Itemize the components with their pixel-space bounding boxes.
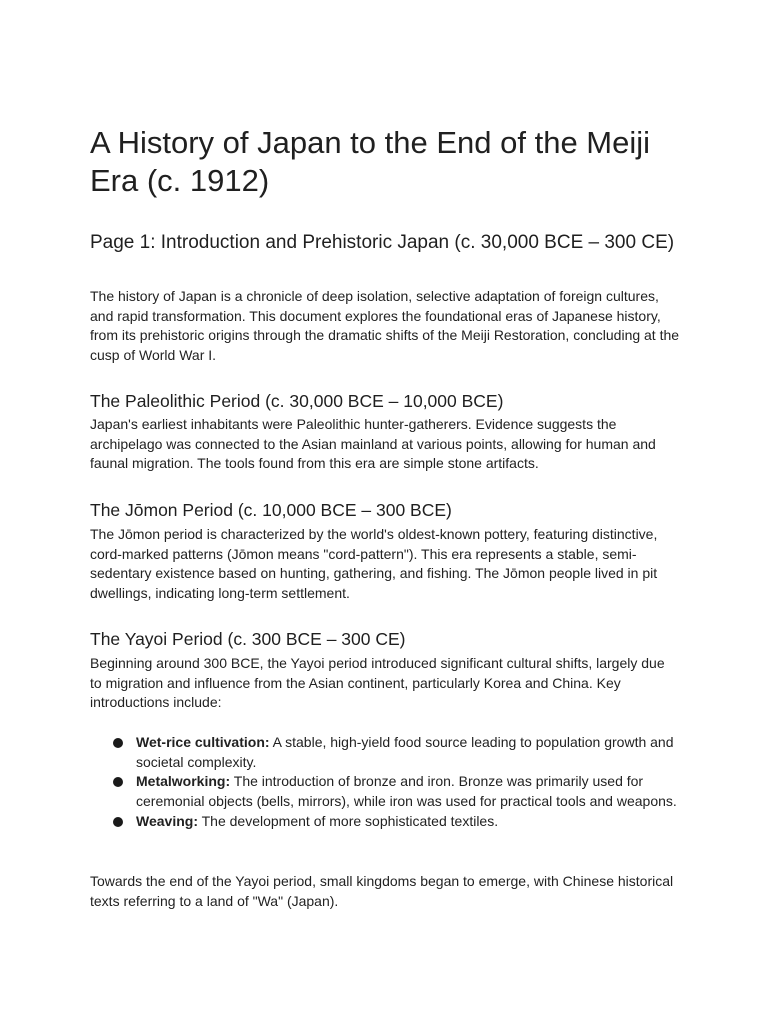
page1-heading: Page 1: Introduction and Prehistoric Japan (c. 30,000 BCE – 300 CE)	[90, 232, 675, 253]
document-title: A History of Japan to the End of the Meiji Era (c. 1912)	[90, 125, 651, 198]
yayoi-introductions-list	[90, 733, 690, 832]
list-item	[90, 772, 681, 811]
list-item-text: The introduction of bronze and iron. Bronze was primarily used for ceremonial objects (bells, mirrors), while iron was used for practical tools and weapons.	[136, 773, 677, 810]
list-item-term: Wet-rice cultivation:	[136, 734, 270, 750]
yayoi-paragraph: Beginning around 300 BCE, the Yayoi period introduced significant cultural shifts, largely due to migration and influence from the Asian continent, particularly Korea and China. Key introductions include:	[90, 655, 665, 711]
bullet-dot-icon	[113, 817, 123, 827]
intro-paragraph: The history of Japan is a chronicle of deep isolation, selective adaptation of foreign cultures, and rapid transformation. This document explores the foundational eras of Japanese history, from its prehistoric origins through the dramatic shifts of the Meiji Restoration, concluding at the cusp of World War I.	[90, 288, 680, 364]
list-item	[90, 733, 681, 772]
list-item-text: A stable, high-yield food source leading to population growth and societal complexity.	[136, 734, 674, 770]
jomon-heading: The Jōmon Period (c. 10,000 BCE – 300 BCE)	[90, 500, 452, 520]
yayoi-heading: The Yayoi Period (c. 300 BCE – 300 CE)	[90, 629, 406, 649]
closing-paragraph: Towards the end of the Yayoi period, small kingdoms began to emerge, with Chinese historical texts referring to a land of "Wa" (Japan).	[90, 873, 674, 909]
list-item-text: The development of more sophisticated textiles.	[197, 812, 499, 829]
bullet-dot-icon	[113, 777, 123, 787]
jomon-paragraph: The Jōmon period is characterized by the world's oldest-known pottery, featuring distinctive, cord-marked patterns (Jōmon means "cord-pattern"). This era represents a stable, semi-sedentary existence based on hunting, gathering, and fishing. The Jōmon people lived in pit dwellings, indicating long-term settlement.	[90, 526, 658, 602]
list-item-term: Weaving:	[136, 812, 198, 829]
paleolithic-paragraph: Japan's earliest inhabitants were Paleolithic hunter-gatherers. Evidence suggests the archipelago was connected to the Asian mainland at various points, allowing for human and faunal migration. The tools found from this era are simple stone artifacts.	[90, 416, 656, 472]
list-item-term: Metalworking:	[136, 773, 231, 790]
bullet-dot-icon	[113, 738, 123, 748]
list-item	[90, 812, 681, 832]
paleolithic-heading: The Paleolithic Period (c. 30,000 BCE – 10,000 BCE)	[90, 391, 504, 411]
